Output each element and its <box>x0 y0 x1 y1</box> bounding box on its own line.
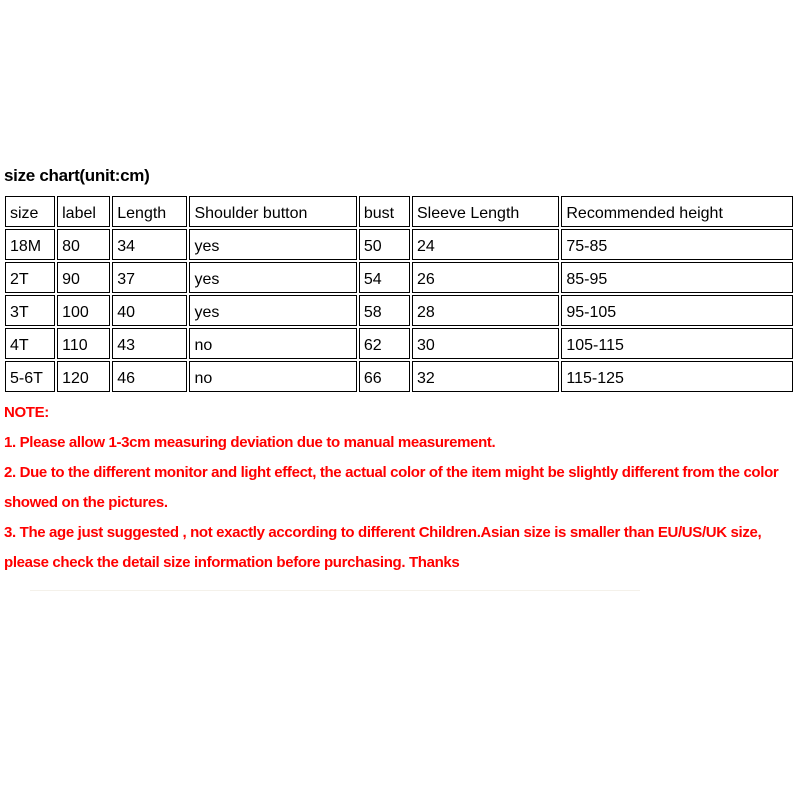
table-cell: 54 <box>359 262 410 293</box>
table-cell: 75-85 <box>561 229 793 260</box>
table-cell: 100 <box>57 295 110 326</box>
header-cell-recommended-height: Recommended height <box>561 196 793 227</box>
table-cell: yes <box>189 262 356 293</box>
table-cell: 37 <box>112 262 187 293</box>
size-chart-table <box>3 194 795 394</box>
table-cell: 105-115 <box>561 328 793 359</box>
table-cell: 34 <box>112 229 187 260</box>
table-cell: 62 <box>359 328 410 359</box>
header-cell-bust: bust <box>359 196 410 227</box>
table-cell: 46 <box>112 361 187 392</box>
table-cell: 115-125 <box>561 361 793 392</box>
table-cell: 95-105 <box>561 295 793 326</box>
header-cell-shoulder-button: Shoulder button <box>189 196 356 227</box>
note-line: 2. Due to the different monitor and light effect, the actual color of the item might be slightly different from the color <box>4 464 779 481</box>
table-header-row <box>5 196 793 227</box>
table-cell: 43 <box>112 328 187 359</box>
table-cell: 32 <box>412 361 559 392</box>
table-cell: no <box>189 361 356 392</box>
table-cell: 85-95 <box>561 262 793 293</box>
table-row <box>5 229 793 260</box>
header-cell-label: label <box>57 196 110 227</box>
note-line: showed on the pictures. <box>4 494 168 511</box>
table-cell: no <box>189 328 356 359</box>
note-line: 1. Please allow 1-3cm measuring deviation due to manual measurement. <box>4 434 496 451</box>
note-line: please check the detail size information before purchasing. Thanks <box>4 554 460 571</box>
table-cell: 120 <box>57 361 110 392</box>
header-cell-sleeve-length: Sleeve Length <box>412 196 559 227</box>
note-heading: NOTE: <box>4 404 49 421</box>
table-row <box>5 361 793 392</box>
table-cell: 24 <box>412 229 559 260</box>
table-cell: yes <box>189 295 356 326</box>
table-cell: 90 <box>57 262 110 293</box>
table-cell: 80 <box>57 229 110 260</box>
table-cell: 28 <box>412 295 559 326</box>
table-cell: 18M <box>5 229 55 260</box>
divider <box>30 590 640 591</box>
header-cell-length: Length <box>112 196 187 227</box>
table-cell: 58 <box>359 295 410 326</box>
table-cell: 4T <box>5 328 55 359</box>
note-line: 3. The age just suggested , not exactly according to different Children.Asian size is smaller than EU/US/UK size, <box>4 524 762 541</box>
header-cell-size: size <box>5 196 55 227</box>
table-row <box>5 262 793 293</box>
table-cell: 50 <box>359 229 410 260</box>
table-cell: 3T <box>5 295 55 326</box>
table-cell: 66 <box>359 361 410 392</box>
table-row <box>5 295 793 326</box>
notes-section <box>4 398 798 578</box>
size-chart-title: size chart(unit:cm) <box>4 166 150 185</box>
table-cell: 2T <box>5 262 55 293</box>
table-cell: 40 <box>112 295 187 326</box>
table-row <box>5 328 793 359</box>
table-cell: 26 <box>412 262 559 293</box>
table-cell: yes <box>189 229 356 260</box>
table-cell: 110 <box>57 328 110 359</box>
table-cell: 5-6T <box>5 361 55 392</box>
table-cell: 30 <box>412 328 559 359</box>
